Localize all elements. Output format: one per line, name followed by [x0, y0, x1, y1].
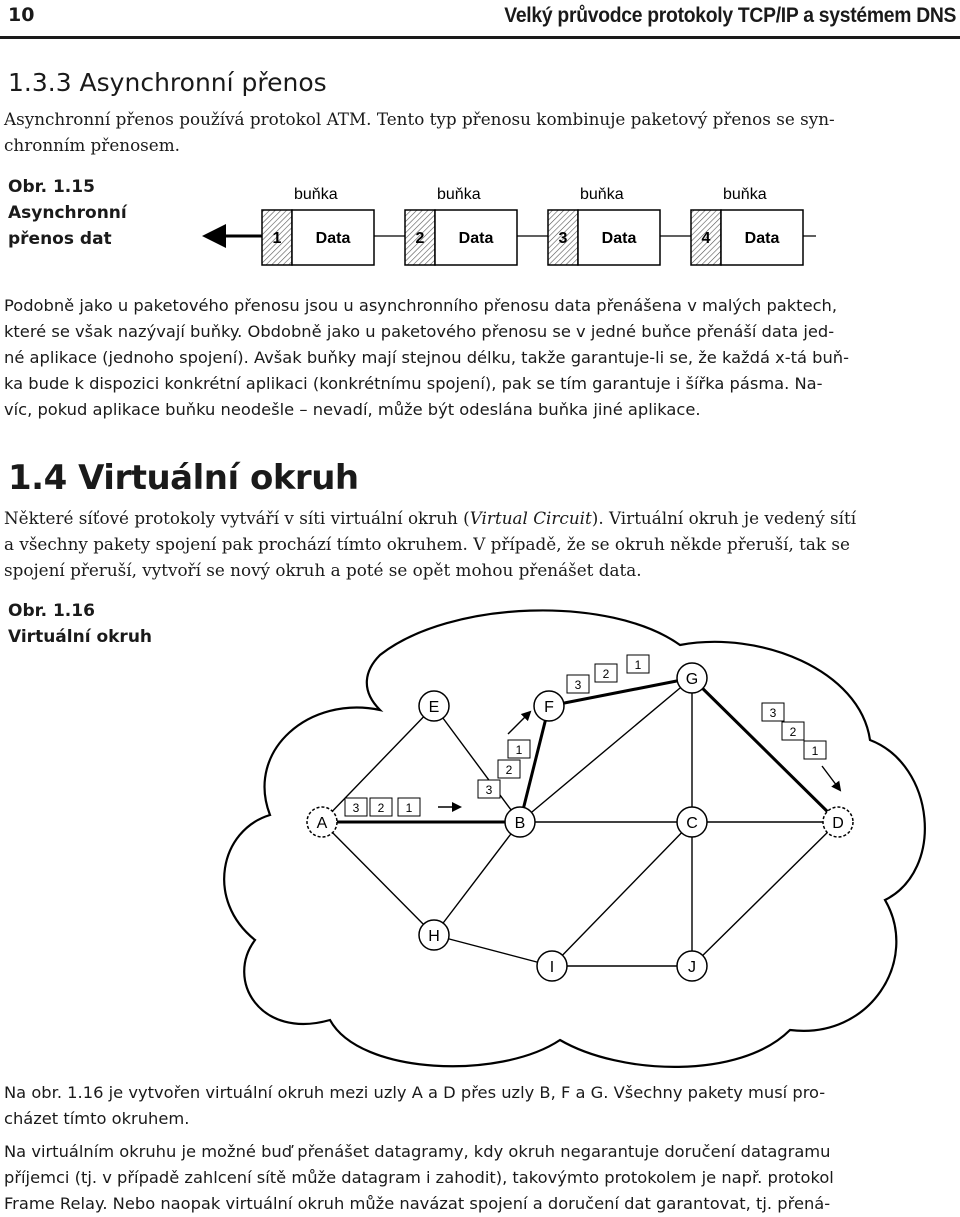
node-label: B: [514, 815, 526, 832]
cell-data: Data: [458, 230, 494, 247]
packet-label: 2: [789, 725, 797, 739]
header-rule: [0, 36, 960, 39]
text-line: cházet tímto okruhem.: [4, 1109, 190, 1128]
node-d: [823, 807, 853, 837]
packets-a-to-b: [345, 798, 460, 816]
node-a: [307, 807, 337, 837]
link-j-d: [692, 822, 838, 966]
cell-label: buňka: [294, 186, 338, 203]
packet-label: 3: [769, 706, 777, 720]
packet-label: 1: [515, 743, 523, 757]
cell-data: Data: [315, 230, 351, 247]
node-label: E: [428, 699, 440, 716]
virtual-circuit-intro: [4, 505, 956, 583]
packets-b-to-f: [478, 712, 530, 798]
link-c-i: [552, 822, 692, 966]
node-label: G: [685, 671, 699, 688]
text-line: Asynchronní přenos používá protokol ATM. Tento typ přenosu kombinuje paketový přenos se syn-: [4, 109, 835, 129]
cell-label: buňka: [437, 186, 481, 203]
text-line: Podobně jako u paketového přenosu jsou u asynchronního přenosu data přenášena v malých paktech,: [4, 296, 838, 315]
figure-title: Asynchronní: [8, 203, 127, 223]
async-paragraph: [4, 293, 956, 423]
atm-cell: [405, 186, 517, 265]
text-line: Na virtuálním okruhu je možné buď přenášet datagramy, kdy okruh negarantuje doručení datagramu: [4, 1142, 831, 1161]
cell-label: buňka: [580, 186, 624, 203]
section-title-1-3-3: 1.3.3 Asynchronní přenos: [8, 68, 327, 97]
packet-label: 1: [634, 658, 642, 672]
node-c: [677, 807, 707, 837]
node-b: [505, 807, 535, 837]
packet-label: 3: [485, 783, 493, 797]
node-j: [677, 951, 707, 981]
direction-arrow-head: [202, 224, 226, 248]
text-line: ka bude k dispozici konkrétní aplikaci (konkrétnímu spojení), pak se tím garantuje i šířka pásma. Na-: [4, 374, 823, 393]
cell-number: 4: [701, 230, 711, 247]
text-line: chronním přenosem.: [4, 135, 180, 155]
cell-number: 3: [558, 230, 568, 247]
figure-116-diagram: [0, 600, 960, 1070]
node-label: H: [428, 928, 440, 945]
packet-label: 3: [574, 678, 582, 692]
packet-label: 2: [602, 667, 610, 681]
packets-g-to-d: [762, 703, 840, 790]
figure-title: přenos dat: [8, 229, 112, 249]
packet-label: 2: [377, 801, 385, 815]
packet-label: 3: [352, 801, 360, 815]
text-run: Některé síťové protokoly vytváří v síti virtuální okruh (: [4, 508, 470, 528]
frame-relay-paragraph: [4, 1139, 956, 1217]
packet-label: 1: [811, 744, 819, 758]
node-h: [419, 920, 449, 950]
text-line: Frame Relay. Nebo naopak virtuální okruh může navázat spojení a doručení dat garantovat, tj. přená-: [4, 1194, 831, 1213]
figure-number: Obr. 1.16: [8, 601, 95, 621]
cell-label: buňka: [723, 186, 767, 203]
node-label: I: [549, 959, 555, 976]
atm-cell: [548, 186, 660, 265]
link-b-h: [434, 822, 520, 935]
text-line: Na obr. 1.16 je vytvořen virtuální okruh mezi uzly A a D přes uzly B, F a G. Všechny pakety musí pro-: [4, 1083, 826, 1102]
running-title: Velký průvodce protokoly TCP/IP a systémem DNS: [504, 4, 956, 27]
figure-number: Obr. 1.15: [8, 177, 95, 197]
node-g: [677, 663, 707, 693]
figure-116-explanation: [4, 1080, 956, 1132]
figure-115-diagram: [196, 176, 816, 272]
cell-number: 2: [415, 230, 425, 247]
node-f: [534, 691, 564, 721]
cell-data: Data: [744, 230, 780, 247]
cell-data: Data: [601, 230, 637, 247]
atm-cell: [262, 186, 374, 265]
page-number: 10: [8, 4, 35, 26]
packet-label: 1: [405, 801, 413, 815]
term-virtual-circuit: Virtual Circuit: [469, 508, 592, 528]
packet-label: 2: [505, 763, 513, 777]
link-a-h: [322, 822, 434, 935]
text-line: spojení přeruší, vytvoří se nový okruh a poté se opět mohou přenášet data.: [4, 560, 642, 580]
text-run: ). Virtuální okruh je vedený sítí: [591, 508, 857, 528]
node-label: C: [686, 815, 698, 832]
cell-number: 1: [272, 230, 282, 247]
text-line: a všechny pakety spojení pak prochází tímto okruhem. V případě, že se okruh někde přeruší, tak se: [4, 534, 850, 554]
node-i: [537, 951, 567, 981]
figure-115-caption: [8, 174, 127, 252]
text-line: které se však nazývají buňky. Obdobně jako u paketového přenosu se v jedné buňce přenáší data jed-: [4, 322, 835, 341]
page-header: [0, 0, 960, 40]
node-label: A: [316, 815, 328, 832]
text-line: víc, pokud aplikace buňku neodešle – nevadí, může být odeslána buňka jiné aplikace.: [4, 400, 701, 419]
figure-title: Virtuální okruh: [8, 627, 153, 647]
text-line: né aplikace (jednoho spojení). Avšak buňky mají stejnou délku, takže garantuje-li se, že každá x-tá buň-: [4, 348, 849, 367]
flow-arrow: [508, 712, 530, 734]
flow-arrow: [822, 766, 840, 790]
link-h-i: [434, 935, 552, 966]
text-line: [4, 505, 956, 531]
intro-paragraph: [4, 106, 956, 158]
node-label: D: [832, 815, 844, 832]
section-title-1-4: 1.4 Virtuální okruh: [8, 458, 359, 498]
text-line: příjemci (tj. v případě zahlcení sítě může datagram i zahodit), takovýmto protokolem je např. protokol: [4, 1168, 834, 1187]
vc-link-b-f: [520, 706, 549, 822]
node-label: F: [544, 699, 554, 716]
atm-cell: [691, 186, 803, 265]
node-label: J: [688, 959, 696, 976]
node-e: [419, 691, 449, 721]
